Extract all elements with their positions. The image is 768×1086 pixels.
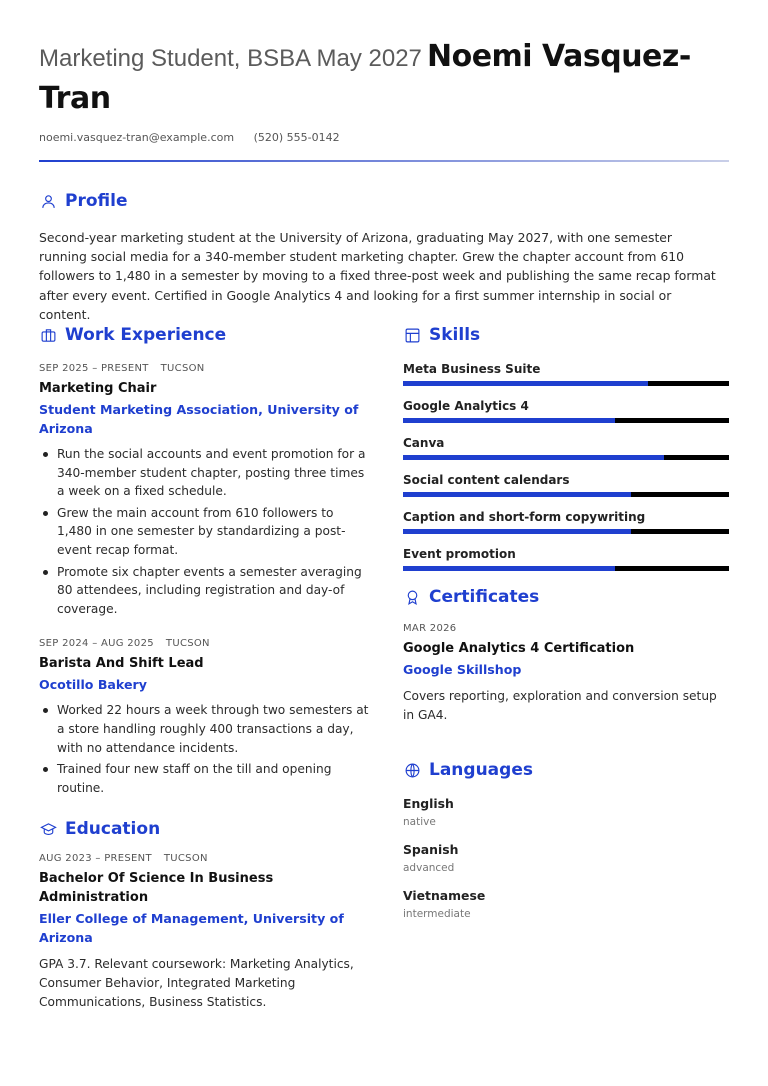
right-column — [403, 325, 729, 922]
education-school: Eller College of Management, University of Arizona — [39, 911, 344, 946]
job-role: Marketing Chair — [39, 381, 157, 396]
briefcase-icon — [39, 326, 57, 344]
skill-name: Social content calendars — [403, 473, 570, 487]
language-level: advanced — [403, 862, 455, 875]
job-entry — [39, 363, 369, 618]
skill-name: Event promotion — [403, 547, 516, 561]
skill-bar — [403, 566, 729, 571]
languages-list — [403, 796, 729, 922]
contact-info — [39, 131, 356, 144]
profile-heading-label: Profile — [65, 191, 128, 211]
skill-item — [403, 361, 729, 386]
globe-icon — [403, 761, 421, 779]
skill-bar-fill — [403, 418, 615, 423]
job-organization: Student Marketing Association, University of Arizona — [39, 402, 359, 436]
job-role: Barista And Shift Lead — [39, 656, 204, 672]
skill-bar — [403, 381, 729, 386]
job-location: TUCSON — [160, 363, 205, 374]
languages-heading — [403, 760, 729, 780]
skills-heading-label: Skills — [429, 325, 481, 345]
skill-bar — [403, 455, 729, 460]
education-meta — [39, 853, 369, 864]
job-meta — [39, 638, 369, 649]
job-bullet: Trained four new staff on the till and opening routine. — [39, 760, 369, 797]
certificate-entry — [403, 623, 729, 724]
job-organization: Ocotillo Bakery — [39, 677, 147, 693]
skill-name: Google Analytics 4 — [403, 399, 529, 413]
skill-item — [403, 435, 729, 460]
job-bullet: Promote six chapter events a semester averaging 80 attendees, including registration and day-of coverage. — [39, 563, 369, 619]
candidate-name: Noemi Vasquez-Tran — [39, 39, 691, 116]
job-meta — [39, 363, 369, 374]
skill-bar-fill — [403, 566, 615, 571]
certificates-heading — [403, 587, 729, 607]
job-bullet: Worked 22 hours a week through two semesters at a store handling roughly 400 transactions a day, with no attendance incidents. — [39, 701, 369, 757]
contact-email[interactable]: noemi.vasquez-tran@example.com — [39, 131, 235, 144]
job-bullet: Grew the main account from 610 followers to 1,480 in one semester by standardizing a post-event recap format. — [39, 504, 369, 560]
skill-item — [403, 546, 729, 571]
certificate-date: MAR 2026 — [403, 623, 457, 634]
skill-bar — [403, 418, 729, 423]
language-item — [403, 888, 729, 922]
certificate-name: Google Analytics 4 Certification — [403, 641, 635, 656]
education-degree: Bachelor Of Science In Business Administration — [39, 871, 274, 906]
left-column — [39, 325, 369, 1011]
job-dates: SEP 2025 – PRESENT — [39, 363, 149, 374]
language-level: native — [403, 816, 436, 829]
languages-heading-label: Languages — [429, 760, 533, 781]
language-name: Vietnamese — [403, 888, 486, 904]
skill-bar-fill — [403, 492, 631, 497]
layout-icon — [403, 326, 421, 344]
resume-subtitle: Marketing Student, BSBA May 2027 — [39, 45, 422, 72]
language-level: intermediate — [403, 908, 471, 921]
education-entry — [39, 853, 369, 1011]
education-location: TUCSON — [163, 853, 208, 865]
education-heading — [39, 819, 369, 839]
skills-list — [403, 361, 729, 571]
education-heading-label: Education — [65, 819, 161, 840]
work-heading — [39, 325, 369, 345]
job-location: TUCSON — [165, 638, 210, 650]
job-bullet: Run the social accounts and event promotion for a 340-member student chapter, posting three times a week on a fixed schedule. — [39, 445, 369, 501]
award-icon — [403, 588, 421, 606]
education-details: GPA 3.7. Relevant coursework: Marketing Analytics, Consumer Behavior, Integrated Marketing Communications, Business Statistics. — [39, 957, 354, 1009]
resume-page — [39, 0, 729, 1086]
skills-heading — [403, 325, 729, 345]
person-icon — [39, 192, 57, 210]
graduation-cap-icon — [39, 820, 57, 838]
skill-bar-fill — [403, 529, 631, 534]
contact-phone[interactable]: (520) 555-0142 — [253, 131, 340, 144]
profile-heading — [39, 191, 127, 211]
job-bullets — [39, 701, 369, 797]
language-name: Spanish — [403, 842, 459, 858]
certificate-description: Covers reporting, exploration and conversion setup in GA4. — [403, 689, 717, 722]
resume-header — [39, 38, 729, 122]
job-dates: SEP 2024 – AUG 2025 — [39, 638, 154, 650]
skill-bar — [403, 529, 729, 534]
education-dates: AUG 2023 – PRESENT — [39, 853, 152, 865]
skill-bar-fill — [403, 381, 648, 386]
language-item — [403, 796, 729, 830]
skill-item — [403, 509, 729, 534]
language-item — [403, 842, 729, 876]
skill-name: Canva — [403, 436, 445, 450]
work-heading-label: Work Experience — [65, 325, 227, 345]
skill-name: Caption and short-form copywriting — [403, 510, 646, 524]
skill-item — [403, 472, 729, 497]
certificates-heading-label: Certificates — [429, 587, 540, 607]
job-bullets — [39, 445, 369, 618]
skill-bar-fill — [403, 455, 664, 460]
profile-summary: Second-year marketing student at the University of Arizona, graduating May 2027, with one semester running social media for a 340-member student marketing chapter. Grew the chapter account from 610 followers to 1,480 in a semester by moving to a fixed three-post week and publishing the same recap format after every event. Certified in Google Analytics 4 and looking for a first summer internship in social or content. — [39, 230, 716, 322]
skill-item — [403, 398, 729, 423]
language-name: English — [403, 796, 454, 812]
header-divider — [39, 160, 729, 162]
skill-name: Meta Business Suite — [403, 362, 541, 376]
job-entry — [39, 638, 369, 797]
certificate-issuer: Google Skillshop — [403, 662, 522, 677]
skill-bar — [403, 492, 729, 497]
